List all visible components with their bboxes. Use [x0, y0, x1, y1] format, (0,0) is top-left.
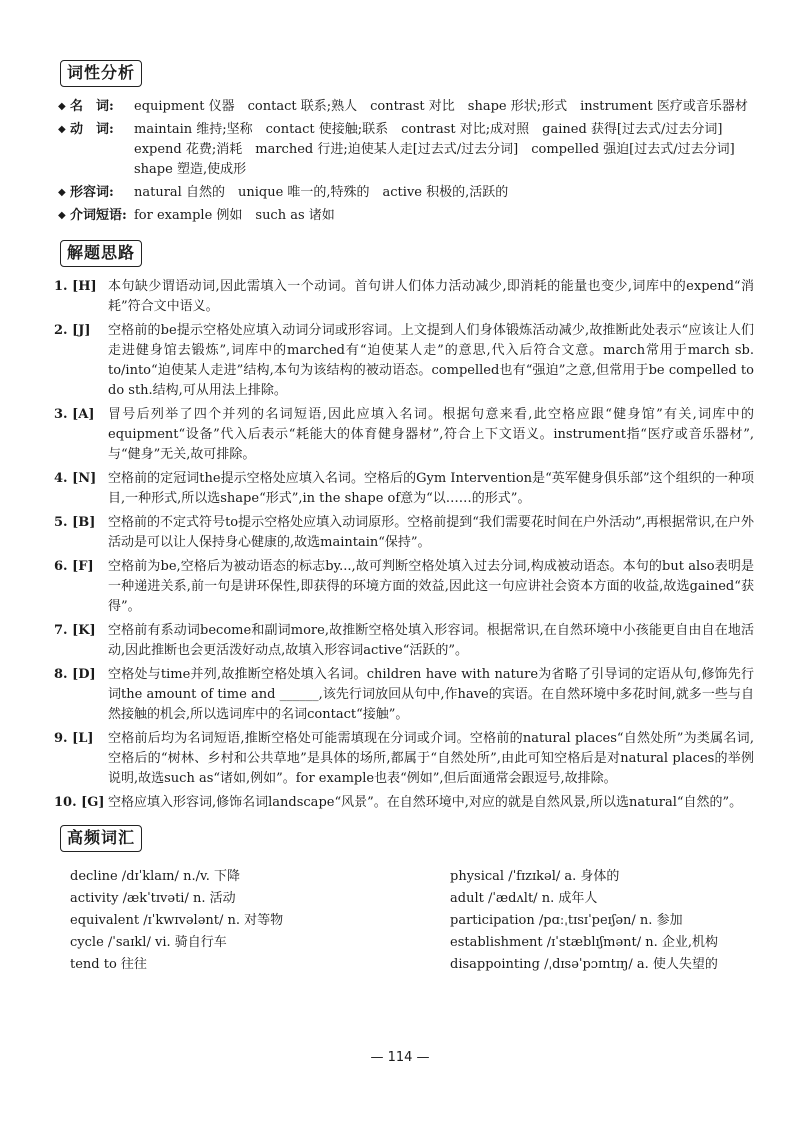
vocab-item: cycle /ˈsaɪkl/ vi. 骑自行车: [70, 935, 227, 950]
pos-item: [58, 183, 754, 203]
diamond-bullet-icon: ◆: [58, 187, 66, 198]
answer-text: 冒号后列举了四个并列的名词短语,因此应填入名词。根据句意来看,此空格应跟“健身馆”有关,词库中的equipment“设备”代入后表示“耗能大的体育健身器材”,符合上下文语义。instrument指“医疗或音乐器材”,与“健身”无关,故可排除。: [108, 407, 754, 462]
pos-text: equipment 仪器 contact 联系;熟人 contrast 对比 shape 形状;形式 instrument 医疗或音乐器材: [134, 99, 748, 114]
solution-item: [54, 557, 754, 617]
pos-text: natural 自然的 unique 唯一的,特殊的 active 积极的,活跃的: [134, 185, 509, 200]
solution-item: [54, 665, 754, 725]
answer-text: 空格前后均为名词短语,推断空格处可能需填现在分词或介词。空格前的natural places“自然处所”为类属名词,空格后的“树林、乡村和公共草地”是具体的场所,都属于“自然处所”,由此可知空格后是对natural places的举例说明,故选such as“诸如,例如”。for example也表“例如”,但后面通常会跟逗号,故排除。: [108, 731, 754, 786]
pos-text: maintain 维持;坚称 contact 使接触;联系 contrast 对比;成对照 gained 获得[过去式/过去分词] expend 花费;消耗 marched 行进;迫使某人走[过去式/过去分词] compelled 强迫[过去式/过去分词] shape 塑造,使成形: [134, 122, 748, 177]
solution-item: [54, 793, 754, 813]
vocab-left-column: [70, 866, 450, 976]
answer-text: 空格前的不定式符号to提示空格处应填入动词原形。空格前提到“我们需要花时间在户外活动”,再根据常识,在户外活动是可以让人保持身心健康的,故选maintain“保持”。: [108, 515, 754, 550]
vocab-item: physical /ˈfɪzɪkəl/ a. 身体的: [450, 869, 620, 884]
answer-number: 5. [B]: [54, 515, 96, 530]
answer-number: 2. [J]: [54, 323, 91, 338]
diamond-bullet-icon: ◆: [58, 124, 66, 135]
solution-item: [54, 321, 754, 401]
answer-number: 10. [G]: [54, 795, 105, 810]
vocab-item: adult /ˈædʌlt/ n. 成年人: [450, 891, 598, 906]
answer-text: 空格前的定冠词the提示空格处应填入名词。空格后的Gym Intervention是“英军健身俱乐部”这个组织的一种项目,一种形式,所以选shape“形式”,in the shape of意为“以……的形式”。: [108, 471, 754, 506]
diamond-bullet-icon: ◆: [58, 210, 66, 221]
answer-text: 空格前为be,空格后为被动语态的标志by...,故可判断空格处填入过去分词,构成被动语态。本句的but also表明是一种递进关系,前一句是讲环保性,即获得的环境方面的效益,因此这一句应讲社会资本方面的收益,故选gained“获得”。: [108, 559, 754, 614]
answer-number: 1. [H]: [54, 279, 97, 294]
answer-number: 4. [N]: [54, 471, 97, 486]
solution-list: [54, 277, 754, 813]
vocab-right-column: [450, 866, 770, 976]
page-content: [54, 60, 754, 976]
answer-number: 6. [F]: [54, 559, 94, 574]
answer-number: 7. [K]: [54, 623, 96, 638]
pos-item: [58, 206, 754, 226]
pos-item: [58, 120, 754, 180]
pos-label: 形容词:: [70, 185, 114, 200]
solution-heading: 解题思路: [60, 240, 142, 267]
solution-item: [54, 621, 754, 661]
pos-label: 动 词:: [70, 122, 114, 137]
solution-item: [54, 277, 754, 317]
vocab-grid: [70, 866, 754, 976]
answer-number: 9. [L]: [54, 731, 94, 746]
diamond-bullet-icon: ◆: [58, 101, 66, 112]
pos-label: 名 词:: [70, 99, 114, 114]
answer-text: 空格前有系动词become和副词more,故推断空格处填入形容词。根据常识,在自然环境中小孩能更自由自在地活动,因此推断也会更活泼好动点,故填入形容词active“活跃的”。: [108, 623, 754, 658]
solution-item: [54, 469, 754, 509]
pos-item: [58, 97, 754, 117]
answer-text: 本句缺少谓语动词,因此需填入一个动词。首句讲人们体力活动减少,即消耗的能量也变少,词库中的expend“消耗”符合文中语义。: [108, 279, 754, 314]
pos-label: 介词短语:: [70, 208, 127, 223]
pos-text: for example 例如 such as 诸如: [134, 208, 335, 223]
pos-list: [58, 97, 754, 226]
page-number: — 114 —: [370, 1050, 430, 1065]
vocab-heading: 高频词汇: [60, 825, 142, 852]
answer-number: 8. [D]: [54, 667, 96, 682]
vocab-item: decline /dɪˈklaɪn/ n./v. 下降: [70, 869, 241, 884]
solution-item: [54, 405, 754, 465]
answer-text: 空格应填入形容词,修饰名词landscape“风景”。在自然环境中,对应的就是自然风景,所以选natural“自然的”。: [108, 795, 743, 810]
pos-heading: 词性分析: [60, 60, 142, 87]
answer-text: 空格前的be提示空格处应填入动词分词或形容词。上文提到人们身体锻炼活动减少,故推断此处表示“应该让人们走进健身馆去锻炼”,词库中的marched有“迫使某人走”的意思,代入后符合文意。march常用于march sb. to/into“迫使某人走进”结构,本句为该结构的被动语态。compelled也有“强迫”之意,但常用于be compelled to do sth.结构,可从用法上排除。: [108, 323, 754, 398]
vocab-item: equivalent /ɪˈkwɪvələnt/ n. 对等物: [70, 913, 284, 928]
solution-item: [54, 729, 754, 789]
vocab-item: tend to 往往: [70, 957, 147, 972]
vocab-item: activity /ækˈtɪvəti/ n. 活动: [70, 891, 236, 906]
answer-number: 3. [A]: [54, 407, 95, 422]
answer-text: 空格处与time并列,故推断空格处填入名词。children have with nature为省略了引导词的定语从句,修饰先行词the amount of time and ______,该先行词放回从句中,作have的宾语。在自然环境中多花时间,就多一些与自然接触的机会,所以选词库中的名词contact“接触”。: [108, 667, 754, 722]
vocab-item: disappointing /ˌdɪsəˈpɔɪntɪŋ/ a. 使人失望的: [450, 957, 718, 972]
vocab-item: participation /pɑːˌtɪsɪˈpeɪʃən/ n. 参加: [450, 913, 683, 928]
solution-item: [54, 513, 754, 553]
vocab-item: establishment /ɪˈstæblɪʃmənt/ n. 企业,机构: [450, 935, 719, 950]
